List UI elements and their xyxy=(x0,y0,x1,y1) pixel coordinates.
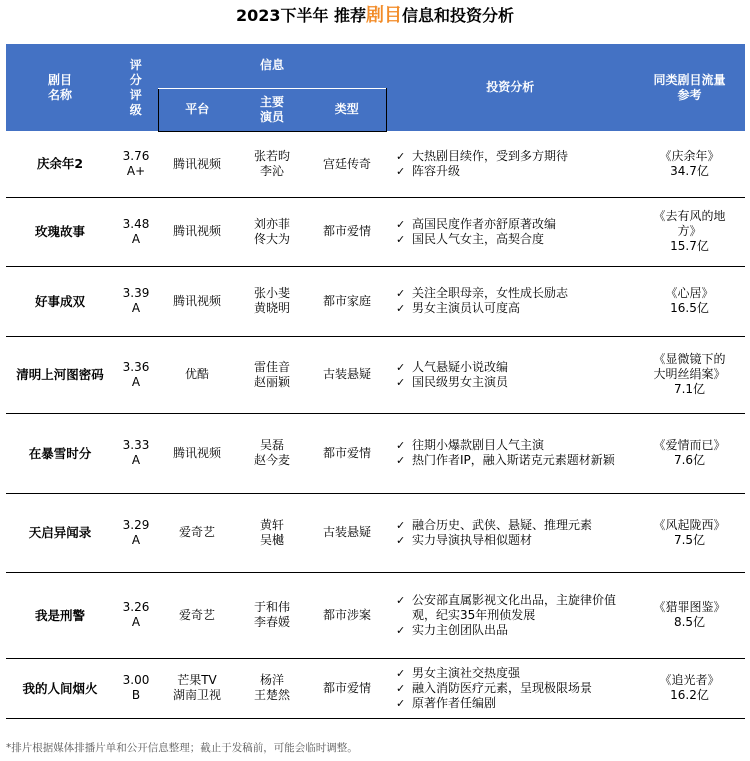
cell-actors xyxy=(236,493,308,572)
check-icon: ✓ xyxy=(396,232,406,246)
cell-name xyxy=(6,493,114,572)
cell-rating xyxy=(114,658,158,718)
cell-genre xyxy=(308,658,386,718)
actors-text: 黄轩 吴樾 xyxy=(259,517,284,547)
cell-platform xyxy=(158,493,236,572)
actors-text: 张若昀 李沁 xyxy=(253,149,290,178)
actors-text: 雷佳音 赵丽颖 xyxy=(253,359,290,389)
table-row xyxy=(6,336,745,413)
cell-platform xyxy=(158,266,236,336)
cell-rating xyxy=(114,572,158,658)
cell-actors xyxy=(236,336,308,413)
check-icon: ✓ xyxy=(396,164,406,178)
cell-genre xyxy=(308,572,386,658)
table-body xyxy=(6,131,745,718)
header-rating-label: 评 分 评 级 xyxy=(129,57,142,117)
cell-analysis xyxy=(386,658,634,718)
title-part1: 2023下半年 推荐 xyxy=(235,6,367,25)
cell-reference xyxy=(634,131,745,197)
rating-text: 3.76 A+ xyxy=(122,148,150,178)
cell-actors xyxy=(236,131,308,197)
title-part2: 信息和投资分析 xyxy=(402,6,515,25)
reference-text: 《显微镜下的 大明丝绢案》 7.1亿 xyxy=(653,352,726,396)
analysis-item xyxy=(386,518,634,533)
genre-text: 都市家庭 xyxy=(323,293,372,308)
check-icon: ✓ xyxy=(396,518,406,532)
check-icon: ✓ xyxy=(396,287,406,300)
analysis-item xyxy=(386,438,634,453)
cell-name xyxy=(6,572,114,658)
header-genre-label: 类型 xyxy=(334,102,359,116)
cell-platform xyxy=(158,336,236,413)
platform-text: 腾讯视频 xyxy=(172,445,221,460)
cell-actors xyxy=(236,197,308,266)
analysis-item xyxy=(386,623,634,638)
table-row xyxy=(6,197,745,266)
cell-rating xyxy=(114,197,158,266)
footnote: *排片根据媒体排播片单和公开信息整理；截止于发稿前，可能会临时调整。 xyxy=(6,742,358,754)
reference-text: 《心居》 16.5亿 xyxy=(665,286,714,315)
header-rating xyxy=(114,44,158,131)
check-icon: ✓ xyxy=(396,623,406,637)
rating-text: 3.33 A xyxy=(122,438,150,467)
cell-name xyxy=(6,658,114,718)
analysis-item xyxy=(386,593,634,623)
title-highlight: 剧目 xyxy=(366,5,403,26)
check-icon: ✓ xyxy=(396,149,406,163)
cell-rating xyxy=(114,131,158,197)
analysis-item xyxy=(386,286,634,301)
genre-text: 都市涉案 xyxy=(323,607,372,622)
header-actors xyxy=(236,88,308,131)
table-row xyxy=(6,572,745,658)
cell-actors xyxy=(236,572,308,658)
analysis-text: 男女主演员认可度高 xyxy=(412,301,521,315)
cell-genre xyxy=(308,131,386,197)
reference-text: 《去有风的地 方》 15.7亿 xyxy=(653,209,726,253)
table-row xyxy=(6,266,745,336)
cell-analysis xyxy=(386,197,634,266)
reference-text: 《猎罪图鉴》 8.5亿 xyxy=(653,600,726,629)
cell-platform xyxy=(158,572,236,658)
page-title xyxy=(0,6,750,26)
cell-analysis xyxy=(386,413,634,493)
rating-text: 3.29 A xyxy=(122,517,150,547)
header-name-label: 剧目 名称 xyxy=(47,72,72,102)
table-row xyxy=(6,131,745,197)
cell-reference xyxy=(634,493,745,572)
analysis-text: 人气悬疑小说改编 xyxy=(412,359,509,374)
check-icon: ✓ xyxy=(396,533,406,547)
header-analysis xyxy=(386,44,634,131)
analysis-item xyxy=(386,164,634,179)
check-icon: ✓ xyxy=(396,696,406,710)
analysis-text: 往期小爆款剧目人气主演 xyxy=(412,438,545,452)
actors-text: 于和伟 李春媛 xyxy=(253,600,290,629)
name-text: 我的人间烟火 xyxy=(22,680,98,696)
name-text: 天启异闻录 xyxy=(28,525,92,540)
drama-table xyxy=(6,44,745,719)
check-icon: ✓ xyxy=(396,375,406,389)
check-icon: ✓ xyxy=(396,302,406,315)
name-text: 在暴雪时分 xyxy=(28,445,92,461)
cell-reference xyxy=(634,413,745,493)
check-icon: ✓ xyxy=(396,593,406,607)
cell-genre xyxy=(308,266,386,336)
analysis-text: 原著作者任编剧 xyxy=(412,695,497,710)
genre-text: 都市爱情 xyxy=(323,680,372,695)
analysis-text: 国民级男女主演员 xyxy=(412,374,509,389)
cell-rating xyxy=(114,336,158,413)
platform-text: 腾讯视频 xyxy=(172,224,221,238)
analysis-item xyxy=(386,301,634,316)
reference-text: 《风起陇西》 7.5亿 xyxy=(653,517,726,547)
header-name xyxy=(6,44,114,131)
genre-text: 古装悬疑 xyxy=(323,367,372,381)
analysis-item xyxy=(386,360,634,375)
header-actors-label: 主要 演员 xyxy=(259,94,284,124)
analysis-text: 国民人气女主，高契合度 xyxy=(412,231,545,246)
table-row xyxy=(6,658,745,718)
cell-actors xyxy=(236,266,308,336)
header-genre xyxy=(308,88,386,131)
analysis-text: 融入消防医疗元素，呈现极限场景 xyxy=(412,680,593,695)
cell-platform xyxy=(158,658,236,718)
reference-text: 《追光者》 16.2亿 xyxy=(659,673,720,702)
analysis-item xyxy=(386,232,634,247)
actors-text: 张小斐 黄晓明 xyxy=(253,286,290,315)
cell-platform xyxy=(158,413,236,493)
platform-text: 优酷 xyxy=(184,367,209,381)
cell-name xyxy=(6,131,114,197)
analysis-item xyxy=(386,375,634,390)
actors-text: 刘亦菲 佟大为 xyxy=(253,216,290,246)
analysis-item xyxy=(386,149,634,164)
cell-name xyxy=(6,413,114,493)
cell-analysis xyxy=(386,336,634,413)
header-reference-label: 同类剧目流量 参考 xyxy=(653,72,726,102)
cell-genre xyxy=(308,493,386,572)
analysis-item xyxy=(386,666,634,681)
header-info-label: 信息 xyxy=(260,58,285,73)
check-icon: ✓ xyxy=(396,439,406,452)
cell-genre xyxy=(308,336,386,413)
analysis-item xyxy=(386,533,634,548)
check-icon: ✓ xyxy=(396,360,406,374)
analysis-text: 公安部直属影视文化出品，主旋律价值观，纪实35年刑侦发展 xyxy=(412,592,617,622)
cell-genre xyxy=(308,413,386,493)
check-icon: ✓ xyxy=(396,666,406,680)
name-text: 清明上河图密码 xyxy=(16,367,104,382)
analysis-text: 实力导演执导相似题材 xyxy=(412,532,533,547)
analysis-item xyxy=(386,681,634,696)
analysis-item xyxy=(386,696,634,711)
actors-text: 吴磊 赵今麦 xyxy=(253,438,290,467)
cell-rating xyxy=(114,413,158,493)
genre-text: 都市爱情 xyxy=(323,445,372,460)
platform-text: 爱奇艺 xyxy=(178,607,215,622)
actors-text: 杨洋 王楚然 xyxy=(253,673,290,702)
cell-actors xyxy=(236,658,308,718)
check-icon: ✓ xyxy=(396,217,406,231)
platform-text: 爱奇艺 xyxy=(178,525,215,539)
rating-text: 3.00 B xyxy=(122,673,150,702)
analysis-text: 男女主演社交热度强 xyxy=(412,665,521,680)
rating-text: 3.39 A xyxy=(122,286,150,315)
cell-platform xyxy=(158,131,236,197)
cell-genre xyxy=(308,197,386,266)
cell-analysis xyxy=(386,572,634,658)
table-row xyxy=(6,493,745,572)
check-icon: ✓ xyxy=(396,681,406,695)
cell-reference xyxy=(634,197,745,266)
analysis-text: 阵容升级 xyxy=(412,163,461,178)
rating-text: 3.48 A xyxy=(122,216,150,246)
table-row xyxy=(6,413,745,493)
analysis-text: 关注全职母亲，女性成长励志 xyxy=(412,286,569,300)
analysis-text: 热门作者IP，融入斯诺克元素题材新颖 xyxy=(412,453,615,467)
header-platform xyxy=(158,88,236,131)
cell-name xyxy=(6,336,114,413)
name-text: 庆余年2 xyxy=(36,156,84,172)
rating-text: 3.26 A xyxy=(122,600,150,629)
cell-analysis xyxy=(386,266,634,336)
analysis-item xyxy=(386,217,634,232)
analysis-item xyxy=(386,453,634,468)
platform-text: 芒果TV 湖南卫视 xyxy=(172,673,221,702)
genre-text: 宫廷传奇 xyxy=(323,156,372,171)
cell-name xyxy=(6,197,114,266)
header-info xyxy=(158,44,386,88)
cell-reference xyxy=(634,336,745,413)
header-platform-label: 平台 xyxy=(185,102,210,116)
genre-text: 古装悬疑 xyxy=(323,525,372,539)
cell-rating xyxy=(114,493,158,572)
check-icon: ✓ xyxy=(396,454,406,467)
name-text: 我是刑警 xyxy=(34,607,85,623)
name-text: 好事成双 xyxy=(34,293,85,309)
header-reference xyxy=(634,44,745,131)
analysis-text: 大热剧目续作，受到多方期待 xyxy=(412,148,569,163)
reference-text: 《爱情而已》 7.6亿 xyxy=(653,438,726,467)
cell-reference xyxy=(634,572,745,658)
reference-text: 《庆余年》 34.7亿 xyxy=(659,148,720,178)
header-analysis-label: 投资分析 xyxy=(486,80,535,94)
cell-platform xyxy=(158,197,236,266)
cell-reference xyxy=(634,658,745,718)
analysis-text: 融合历史、武侠、悬疑、推理元素 xyxy=(412,517,593,532)
platform-text: 腾讯视频 xyxy=(172,293,221,308)
name-text: 玫瑰故事 xyxy=(34,224,85,239)
cell-reference xyxy=(634,266,745,336)
cell-name xyxy=(6,266,114,336)
genre-text: 都市爱情 xyxy=(323,224,372,238)
analysis-text: 高国民度作者亦舒原著改编 xyxy=(412,216,557,231)
analysis-text: 实力主创团队出品 xyxy=(412,622,509,637)
cell-rating xyxy=(114,266,158,336)
cell-actors xyxy=(236,413,308,493)
cell-analysis xyxy=(386,131,634,197)
cell-analysis xyxy=(386,493,634,572)
platform-text: 腾讯视频 xyxy=(172,156,221,171)
rating-text: 3.36 A xyxy=(122,359,150,389)
